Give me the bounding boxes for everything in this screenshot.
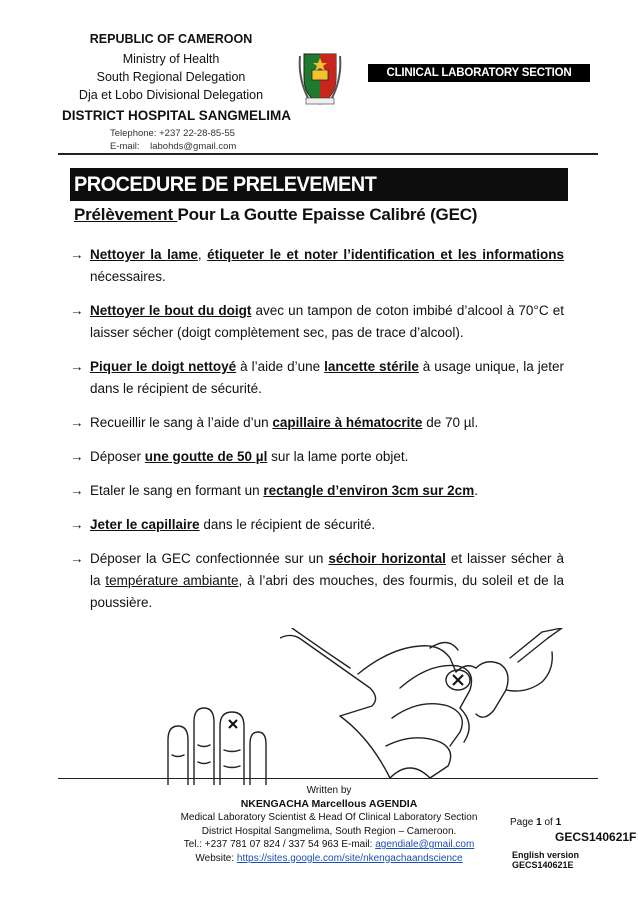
author-telephone: Tel.: +237 781 07 824 / 337 54 963 E-mail: [183,839,376,850]
step-8-text-2: et laisser sécher à la [90,551,564,588]
step-8-text-1: Déposer la GEC confectionnée sur un [90,551,329,566]
website-label: Website: [195,852,237,864]
arrow-bullet-icon: → [70,303,84,318]
arrow-bullet-icon: → [70,247,84,262]
clinical-lab-section-banner: CLINICAL LABORATORY SECTION [368,64,590,82]
step-5-keyword: une goutte de 50 µl [144,449,268,464]
step-1 [70,244,564,288]
author-website [148,852,510,866]
hospital-contact [110,127,236,153]
step-6-text-1: Etaler le sang en formant un [90,483,264,498]
regional-delegation: South Regional Delegation [96,70,246,84]
arrow-bullet-icon: → [70,449,84,464]
procedure-title [70,168,568,201]
procedure-title-text: PROCEDURE DE PRELEVEMENT [74,173,377,196]
step-3 [70,356,564,400]
step-8-underlined: température ambiante [105,573,239,588]
subtitle-part-2: Pour La Goutte Epaisse Calibré (GEC) [177,205,478,224]
step-6-keyword: rectangle d’environ 3cm sur 2cm [263,483,475,498]
step-8-keyword: séchoir horizontal [328,551,446,566]
step-1-keyword-1: Nettoyer la lame [90,247,198,262]
step-4-text-2: de 70 µl. [422,415,479,430]
step-3-text-1: à l’aide d’une [236,359,325,374]
step-3-text-2: à usage unique, la jeter dans le récipient de sécurité. [90,359,565,396]
document-code: GECS140621F [555,830,637,844]
procedure-steps [70,244,564,626]
step-1-keyword-2: étiqueter le et noter l’identification et les informations [207,247,564,262]
step-2 [70,300,564,344]
hospital-email: E-mail: labohds@gmail.com [110,141,237,152]
step-7 [70,514,564,536]
arrow-bullet-icon: → [70,483,84,498]
coat-of-arms-icon [298,48,342,106]
page-number [510,817,561,828]
republic-name: REPUBLIC OF CAMEROON [89,32,253,46]
written-by-label: Written by [306,785,352,796]
arrow-bullet-icon: → [70,359,84,374]
step-7-keyword: Jeter le capillaire [90,517,200,532]
page-label: Page [510,817,537,828]
subtitle-part-1: Prélèvement [74,205,178,224]
step-4-text-1: Recueillir le sang à l’aide d’un [90,415,273,430]
step-4 [70,412,564,434]
author-location: District Hospital Sangmelima, South Region – Cameroon. [201,825,457,837]
step-6-text-2: . [474,483,478,498]
author-role: Medical Laboratory Scientist & Head Of Clinical Laboratory Section [180,812,478,823]
header-left-block [58,30,284,104]
page-of: of [541,817,556,828]
step-8-text-3: , à l’abri des mouches, des fourmis, du soleil et de la poussière. [90,573,564,610]
step-5-text-1: Déposer [90,449,145,464]
finger-prick-illustration [280,628,574,786]
english-version-code: English version GECS140621E [512,850,580,870]
step-8 [70,548,564,614]
procedure-subtitle [74,205,477,225]
step-3-keyword-2: lancette stérile [324,359,419,374]
divisional-delegation: Dja et Lobo Divisional Delegation [78,88,264,102]
step-6 [70,480,564,502]
website-link[interactable]: https://sites.google.com/site/nkengachaandscience [236,852,463,864]
step-4-keyword: capillaire à hématocrite [272,415,423,430]
arrow-bullet-icon: → [70,415,84,430]
author-email-link[interactable]: agendiale@gmail.com [375,839,475,850]
footer-divider [58,778,598,779]
step-1-text-2: nécessaires. [90,269,166,284]
step-5 [70,446,564,468]
header-divider [58,153,598,155]
page-total: 1 [555,817,562,828]
page-current: 1 [536,817,542,828]
author-name: NKENGACHA Marcellous AGENDIA [240,797,418,810]
step-3-keyword-1: Piquer le doigt nettoyé [90,359,237,374]
hospital-name: DISTRICT HOSPITAL SANGMELIMA [62,108,291,123]
step-2-keyword: Nettoyer le bout du doigt [90,303,252,318]
step-7-text: dans le récipient de sécurité. [199,517,376,532]
fingers-illustration [160,700,280,785]
arrow-bullet-icon: → [70,517,84,532]
ministry-name: Ministry of Health [122,52,220,66]
footer-author-block [148,784,510,865]
arrow-bullet-icon: → [70,551,84,566]
step-1-text-1: , [197,247,208,262]
hospital-telephone: Telephone: +237 22-28-85-55 [110,128,235,139]
step-2-text: avec un tampon de coton imbibé d’alcool à 70°C et laisser sécher (doigt complètement sec, pas de trace d’alcool). [90,303,564,340]
author-contact [148,838,510,852]
step-5-text-2: sur la lame porte objet. [267,449,409,464]
